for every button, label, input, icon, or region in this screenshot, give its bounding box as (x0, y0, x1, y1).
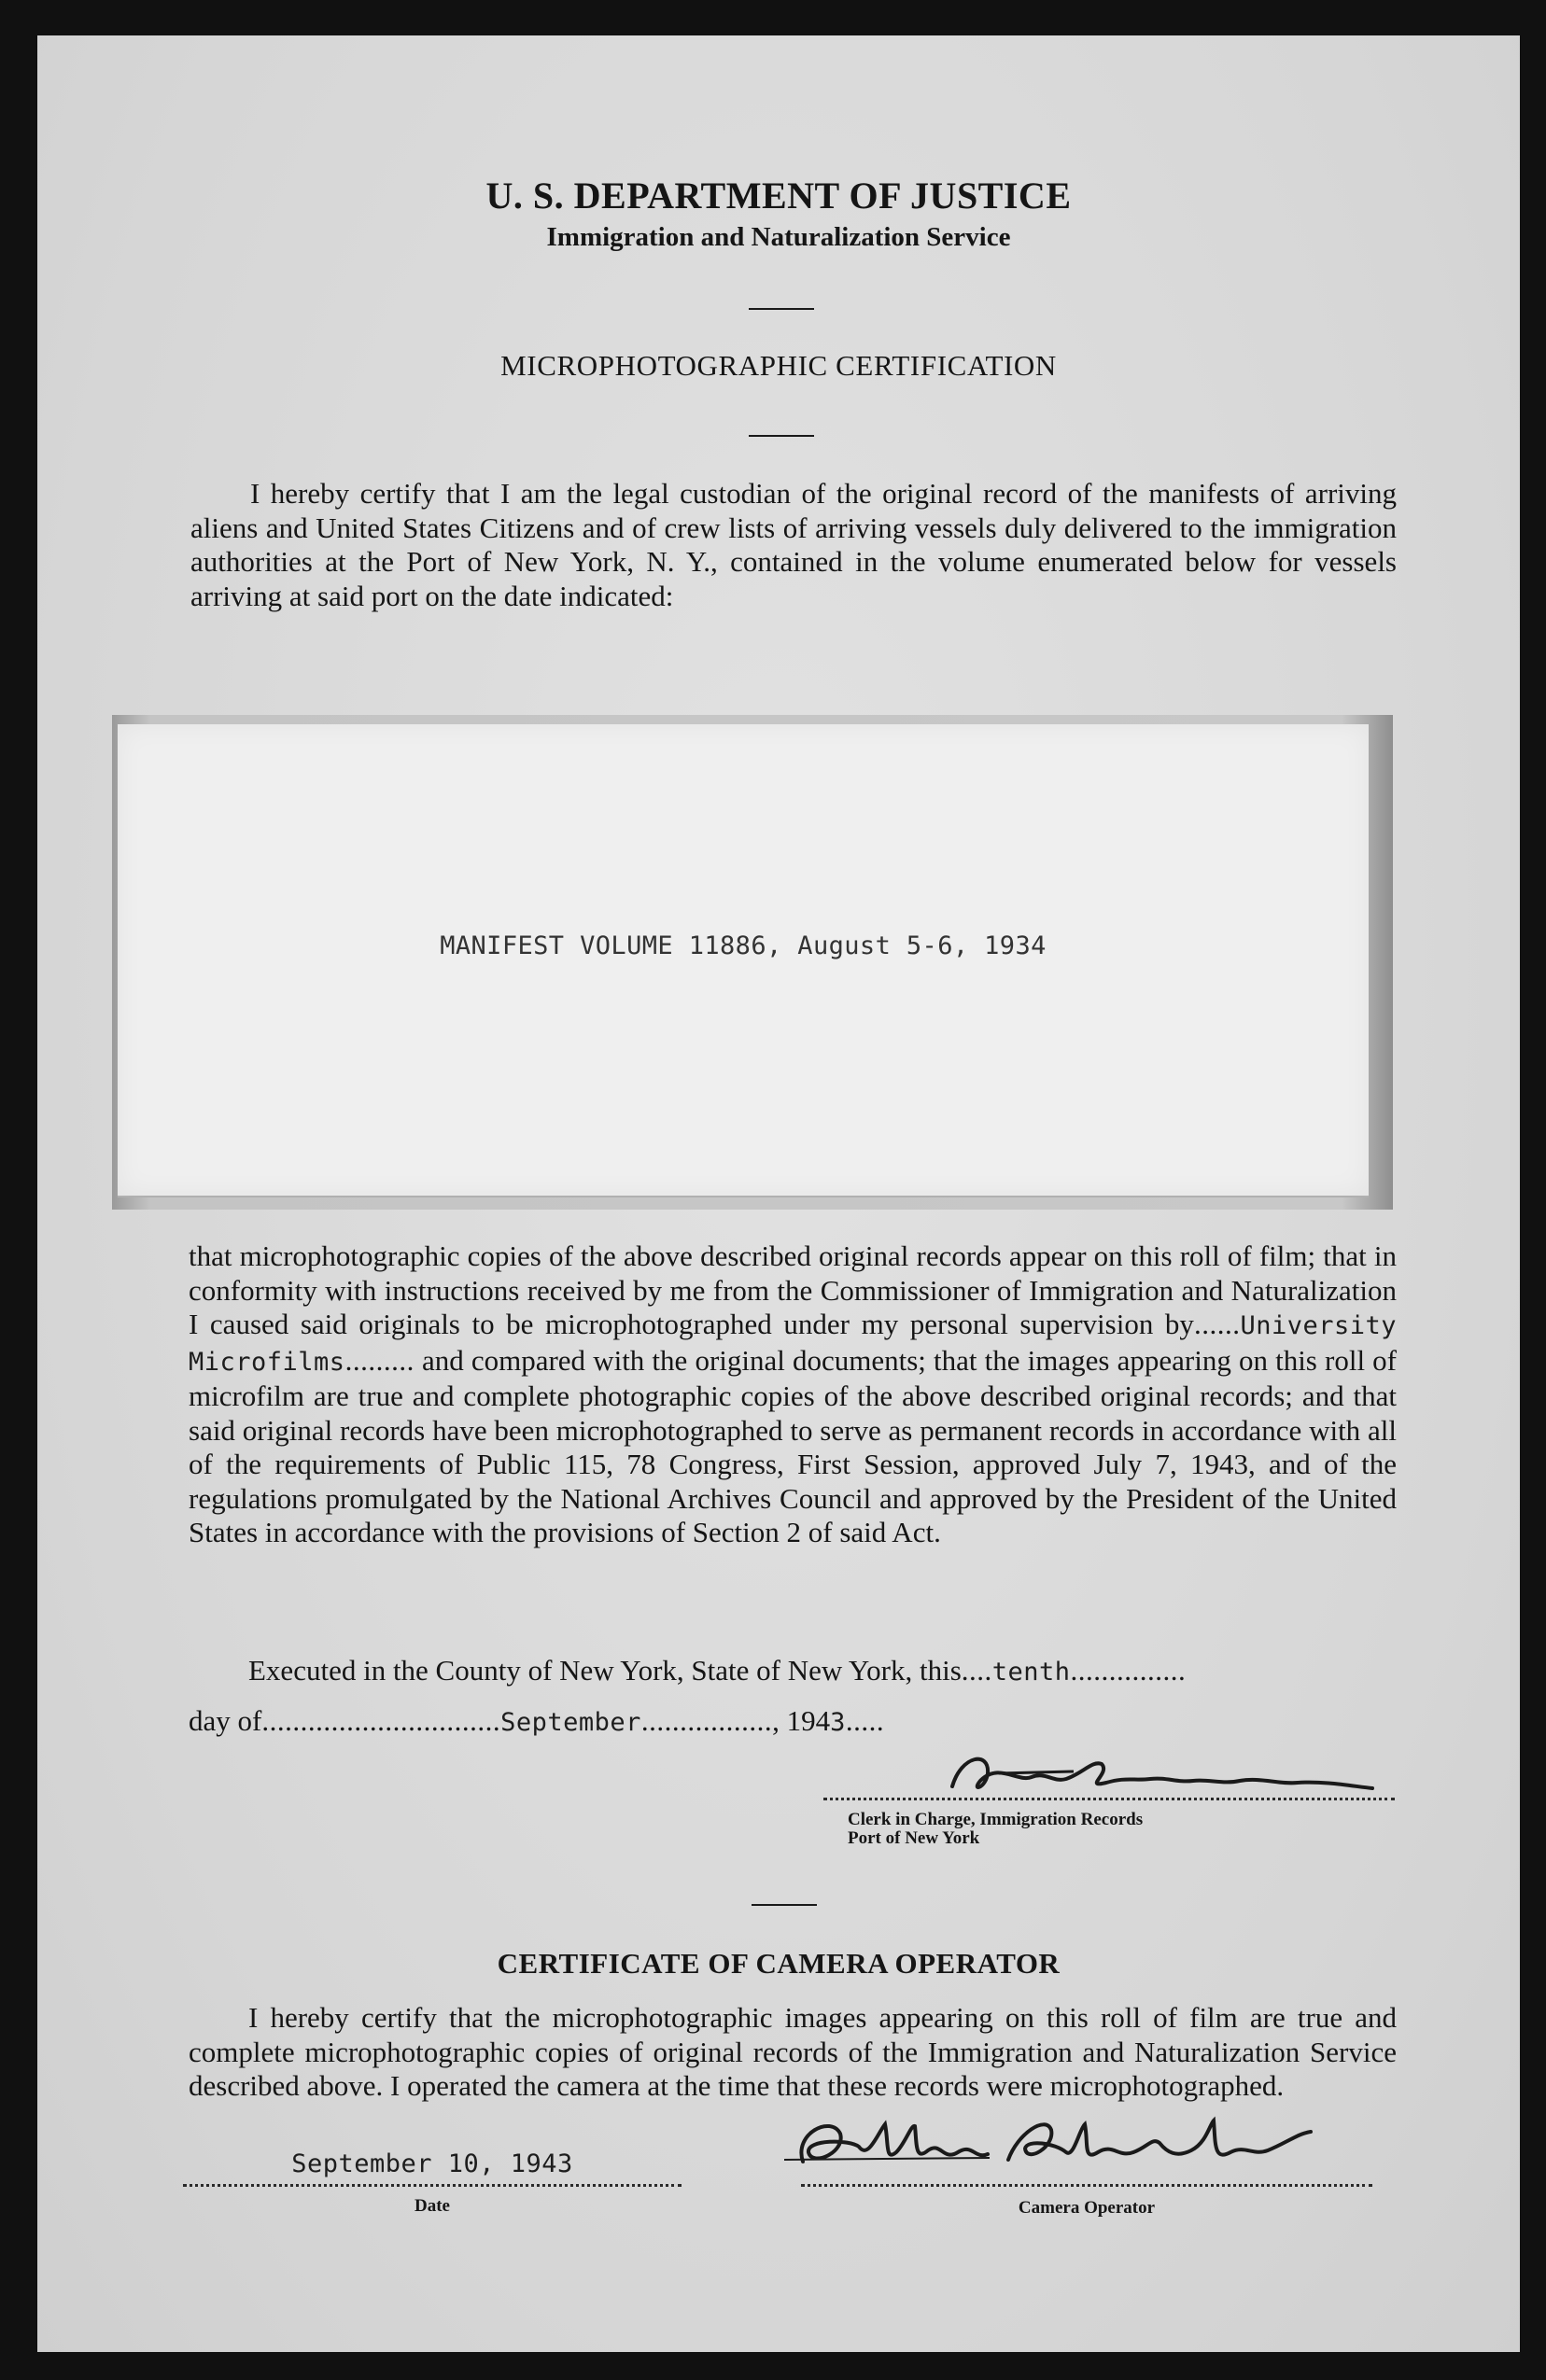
operator-company-field: University Microfilms (189, 1311, 1397, 1377)
clerk-title-line1: Clerk in Charge, Immigration Records (848, 1810, 1144, 1829)
agency-title: U. S. DEPARTMENT OF JUSTICE (485, 175, 1072, 217)
manifest-volume-label: MANIFEST VOLUME 11886, August 5-6, 1934 (440, 931, 1047, 960)
certification-body: that microphotographic copies of the above described original records appear on this roll of film; that in conformity with instructions received by me from the Commissioner of Immigration and Naturalization I caused said originals to be microphotographed under my personal supervision by......University Microfilms......... and compared with the original documents; that the images appearing on this roll of microfilm are true and complete photographic copies of the above described original records; and that said original records have been microphotographed to serve as permanent records in accordance with all of the requirements of Public 115, 78 Congress, First Session, approved July 7, 1943, and of the regulations promulgated by the National Archives Council and approved by the President of the United States in accordance with the provisions of Section 2 of said Act. (189, 1239, 1398, 1548)
service-subtitle: Immigration and Naturalization Service (546, 222, 1011, 252)
clerk-signature-stroke (943, 1745, 1382, 1801)
camera-operator-signature-stroke (775, 2106, 1372, 2180)
clerk-signature (943, 1745, 1382, 1801)
camera-operator-signature (775, 2106, 1372, 2180)
volume-slip (118, 724, 1369, 1197)
certification-body-part1: that microphotographic copies of the above described original records appear on this roll of film; that in conformity with instructions received by me from the Commissioner of Immigration and Naturalization I caused said originals to be microphotographed under my personal supervision by (189, 1239, 1397, 1340)
certificate-page (37, 35, 1520, 2352)
divider-rule (749, 308, 814, 310)
camera-certificate-body: I hereby certify that the microphotographic images appearing on this roll of film are true and complete microphotographic copies of original records of the Immigration and Naturalization Service described above. I operated the camera at the time that these records were microphotographed. (189, 2001, 1397, 2102)
date-line: day of...............................September................., 1943..... (189, 1704, 885, 1737)
day-of-label: day of (189, 1704, 262, 1737)
year-digit-field: 3 (830, 1708, 846, 1737)
executed-line: Executed in the County of New York, State of New York, this....tenth............... (248, 1654, 1187, 1687)
custodian-statement-text: I hereby certify that I am the legal custodian of the original record of the manifests of arriving aliens and United States Citizens and of crew lists of arriving vessels duly delivered to the immigration authorities at the Port of New York, N. Y., contained in the volume enumerated below for vessels arriving at said port on the date indicated: (190, 477, 1397, 612)
camera-operator-label: Camera Operator (1018, 2198, 1156, 2218)
custodian-statement (190, 477, 1397, 613)
clerk-title-line2: Port of New York (848, 1828, 980, 1848)
divider-rule (749, 435, 814, 437)
form-title: MICROPHOTOGRAPHIC CERTIFICATION (500, 349, 1057, 382)
divider-rule (752, 1904, 817, 1906)
camera-operator-signature-line (801, 2184, 1372, 2187)
camera-date-label: Date (415, 2196, 450, 2216)
clerk-signature-line (823, 1798, 1395, 1800)
camera-date-value: September 10, 1943 (291, 2149, 573, 2178)
camera-certificate-text (189, 2001, 1397, 2104)
executed-text: Executed in the County of New York, State of New York, this (248, 1654, 962, 1687)
camera-certificate-title: CERTIFICATE OF CAMERA OPERATOR (497, 1947, 1061, 1980)
camera-date-field (183, 2149, 682, 2187)
clerk-title (848, 1811, 1277, 1848)
day-field: tenth (991, 1658, 1071, 1687)
month-field: September (500, 1708, 641, 1737)
certification-body-part2: and compared with the original documents; that the images appearing on this roll of microfilm are true and complete photographic copies of the above described original records; and that said original records have been microphotographed to serve as permanent records in accordance with all of the requirements of Public 115, 78 Congress, First Session, approved July 7, 1943, and of the regulations promulgated by the National Archives Council and approved by the President of the United States in accordance with the provisions of Section 2 of said Act. (189, 1343, 1398, 1548)
year-prefix: , 194 (772, 1704, 831, 1737)
